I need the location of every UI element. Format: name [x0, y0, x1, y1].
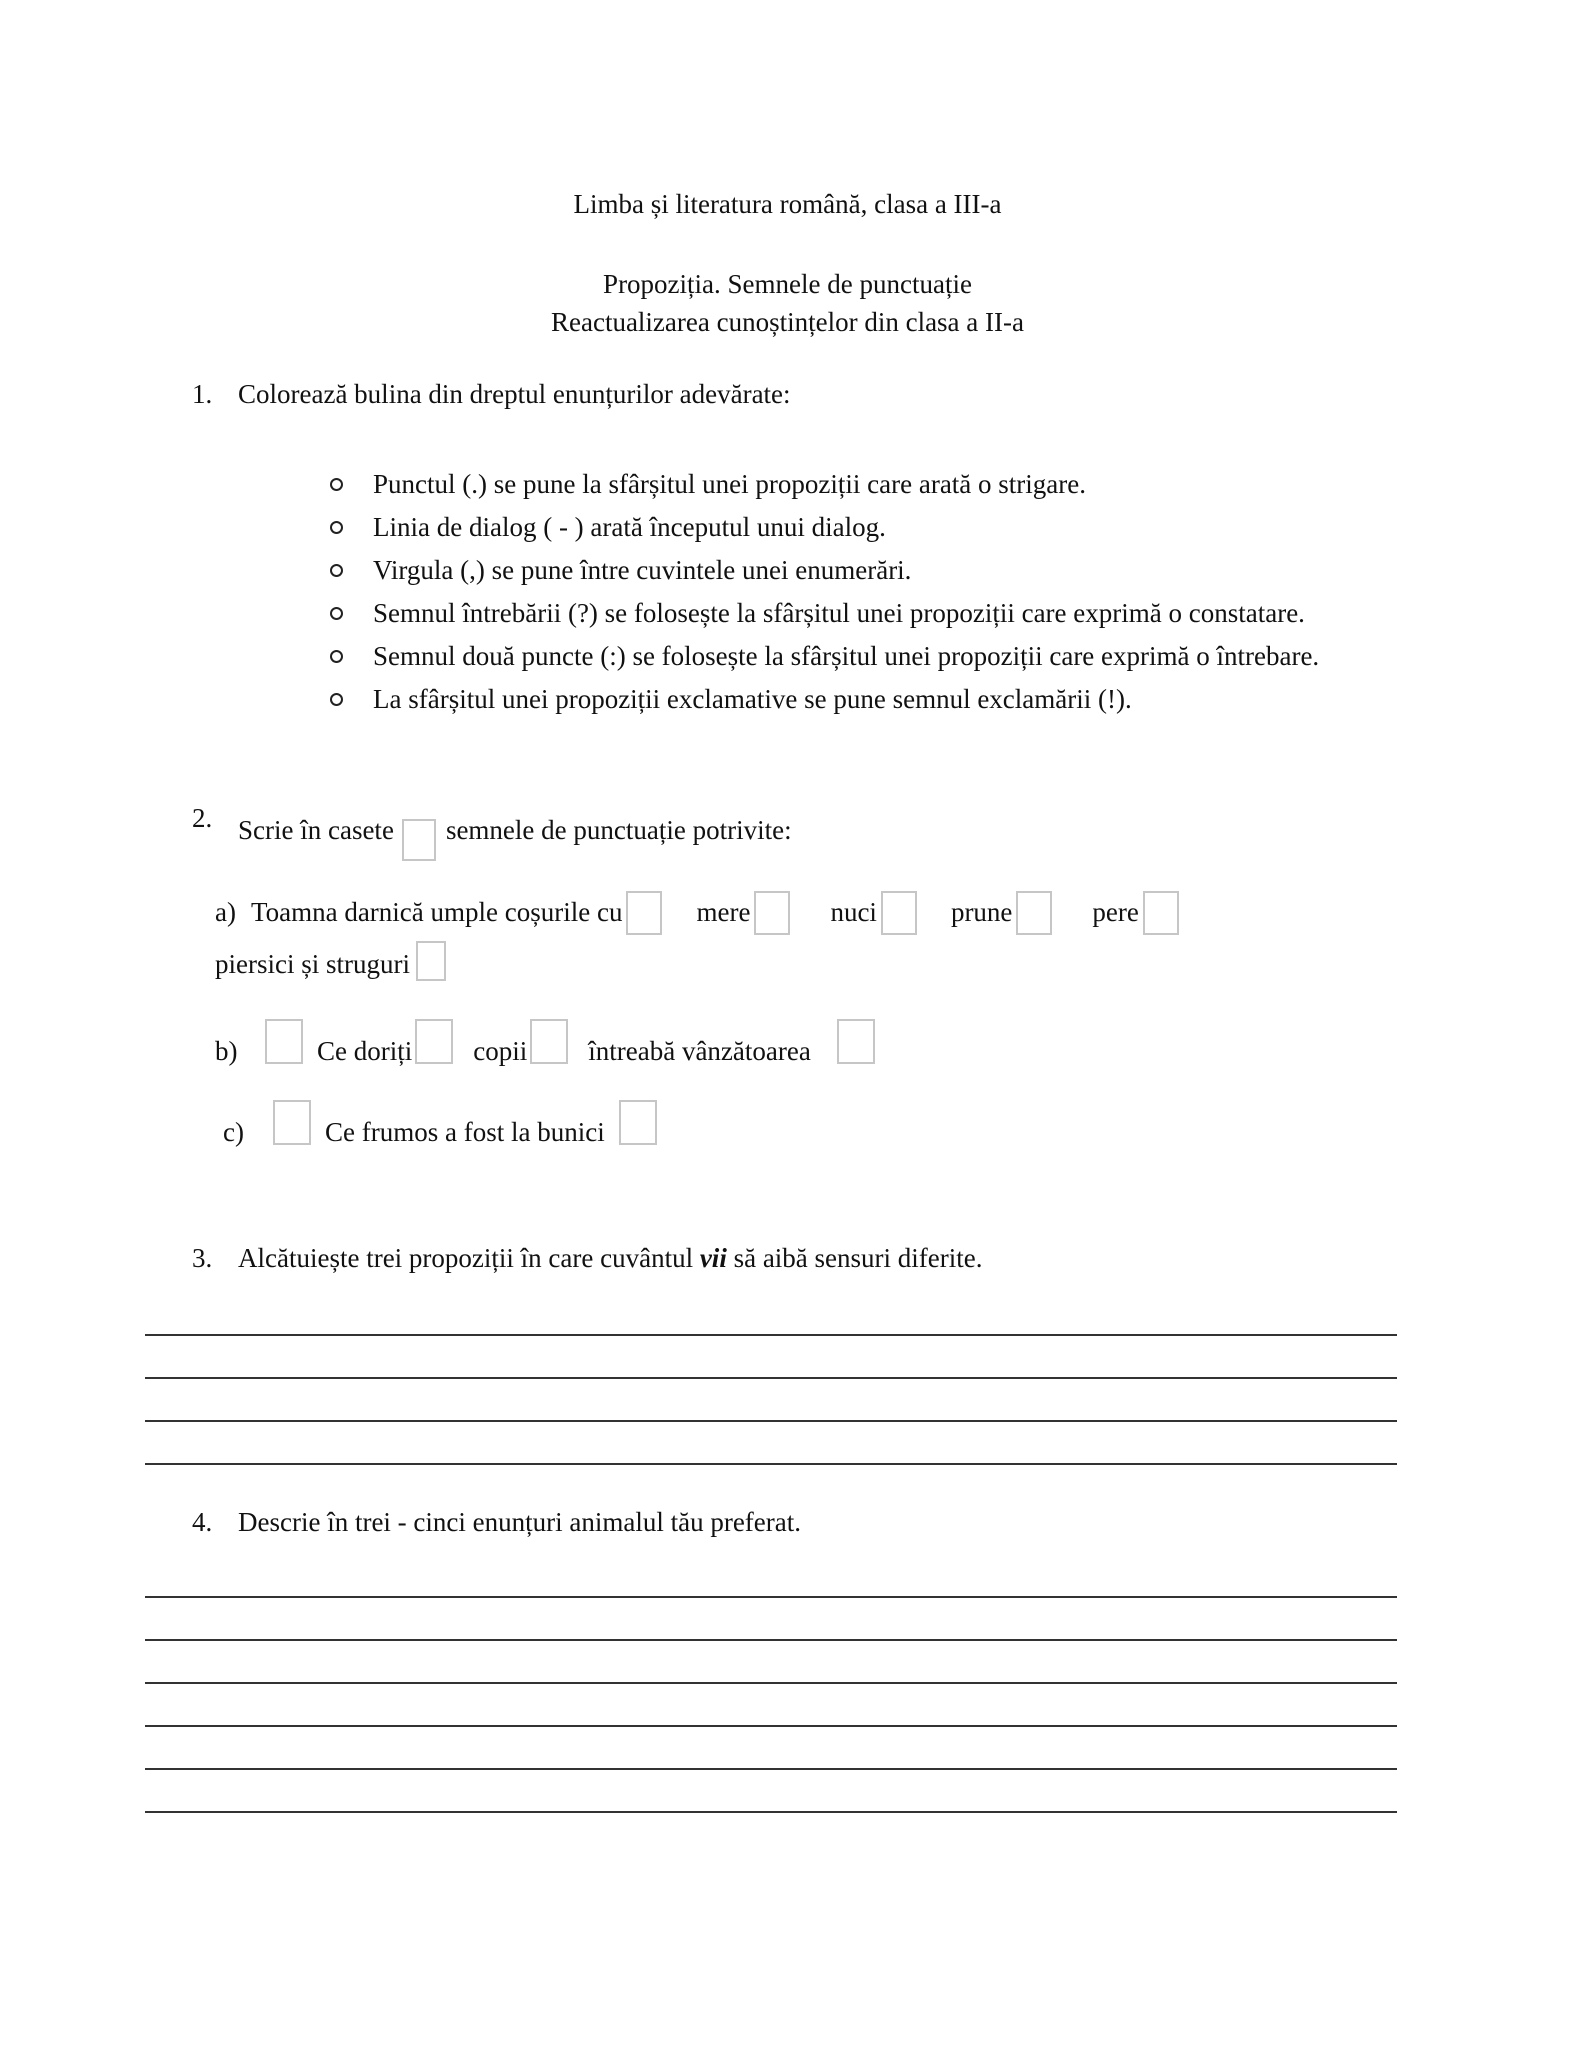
list-item — [145, 635, 1430, 678]
prompt-before: Alcătuiește trei propoziții în care cuvântul — [238, 1243, 694, 1273]
punctuation-box[interactable] — [837, 1019, 875, 1064]
punctuation-box[interactable] — [273, 1100, 311, 1145]
statement-text: Semnul două puncte (:) se folosește la sfârșitul unei propoziții care exprimă o întrebare. — [373, 641, 1320, 671]
writing-line[interactable] — [145, 1379, 1397, 1422]
item-a-word: prune — [950, 897, 1013, 927]
punctuation-box[interactable] — [530, 1019, 568, 1064]
list-item — [145, 592, 1430, 635]
writing-line[interactable] — [145, 1293, 1397, 1336]
statement-text: Semnul întrebării (?) se folosește la sfârșitul unei propoziții care exprimă o constatare. — [373, 598, 1305, 628]
item-c-label: c) — [223, 1117, 244, 1147]
writing-line[interactable] — [145, 1422, 1397, 1465]
punctuation-box[interactable] — [416, 941, 446, 981]
item-a-word: mere — [696, 897, 751, 927]
list-item — [145, 506, 1430, 549]
punctuation-box[interactable] — [626, 891, 662, 935]
writing-line[interactable] — [145, 1684, 1397, 1727]
exercise-1-header — [145, 375, 1430, 413]
item-a-text-line2: piersici și struguri — [215, 949, 410, 979]
subtitle-line-2: Reactualizarea cunoștințelor din clasa a II-a — [550, 307, 1024, 337]
exercise-4-header — [145, 1501, 1430, 1543]
list-item — [145, 549, 1430, 592]
exercise-3-header — [145, 1237, 1430, 1279]
answer-bullet-circle[interactable] — [330, 478, 343, 491]
exercise-2-item-b — [215, 1015, 1430, 1072]
exercise-2-prompt — [238, 797, 792, 851]
answer-bullet-circle[interactable] — [330, 650, 343, 663]
answer-bullet-circle[interactable] — [330, 607, 343, 620]
punctuation-box[interactable] — [619, 1100, 657, 1145]
writing-line[interactable] — [145, 1598, 1397, 1641]
page-title: Limba și literatura română, clasa a III-a — [573, 189, 1002, 219]
item-a-text: Toamna darnică umple coșurile cu — [251, 897, 623, 927]
statement-text: Punctul (.) se pune la sfârșitul unei propoziții care arată o strigare. — [373, 469, 1086, 499]
exercise-1-statements — [145, 463, 1430, 721]
item-b-text: Ce doriți — [317, 1036, 413, 1066]
writing-line[interactable] — [145, 1641, 1397, 1684]
exercise-3-prompt — [238, 1237, 982, 1279]
item-a-label: a) — [215, 897, 236, 927]
item-b-label: b) — [215, 1036, 238, 1066]
exercise-2-number: 2. — [192, 803, 213, 833]
subtitle-block — [145, 265, 1430, 341]
list-item — [145, 463, 1430, 506]
prompt-after: să aibă sensuri diferite. — [733, 1243, 983, 1273]
item-b-text: întreabă vânzătoarea — [588, 1036, 811, 1066]
item-b-text: copii — [473, 1036, 528, 1066]
answer-bullet-circle[interactable] — [330, 693, 343, 706]
writing-line[interactable] — [145, 1555, 1397, 1598]
item-c-text: Ce frumos a fost la bunici — [325, 1117, 605, 1147]
answer-bullet-circle[interactable] — [330, 564, 343, 577]
punctuation-box[interactable] — [265, 1019, 303, 1064]
prompt-before-box: Scrie în casete — [238, 815, 394, 845]
subtitle-line-1: Propoziția. Semnele de punctuație — [603, 269, 972, 299]
item-a-word: nuci — [830, 897, 877, 927]
list-item — [145, 678, 1430, 721]
punctuation-box[interactable] — [402, 819, 436, 861]
statement-text: Virgula (,) se pune între cuvintele unei enumerări. — [373, 555, 912, 585]
writing-line[interactable] — [145, 1770, 1397, 1813]
exercise-1-number: 1. — [192, 379, 213, 409]
exercise-4-number: 4. — [192, 1507, 213, 1537]
exercise-3-number: 3. — [192, 1243, 213, 1273]
exercise-1-prompt: Colorează bulina din dreptul enunțurilor adevărate: — [238, 379, 791, 409]
exercise-2-item-a — [215, 877, 1395, 933]
punctuation-box[interactable] — [415, 1019, 453, 1064]
writing-line[interactable] — [145, 1727, 1397, 1770]
punctuation-box[interactable] — [881, 891, 917, 935]
exercise-4-prompt: Descrie în trei - cinci enunțuri animalul tău preferat. — [238, 1507, 802, 1537]
item-a-word: pere — [1092, 897, 1139, 927]
punctuation-box[interactable] — [1016, 891, 1052, 935]
exercise-2-item-a-line2 — [215, 933, 1395, 985]
highlighted-word: vii — [699, 1243, 727, 1273]
exercise-4-writing-area — [145, 1555, 1430, 1813]
exercise-2-header — [145, 797, 1430, 851]
punctuation-box[interactable] — [1143, 891, 1179, 935]
answer-bullet-circle[interactable] — [330, 521, 343, 534]
exercise-3-writing-area — [145, 1293, 1430, 1465]
writing-line[interactable] — [145, 1336, 1397, 1379]
exercise-2-item-c — [223, 1096, 1430, 1153]
punctuation-box[interactable] — [754, 891, 790, 935]
prompt-after-box: semnele de punctuație potrivite: — [445, 815, 792, 845]
statement-text: La sfârșitul unei propoziții exclamative se pune semnul exclamării (!). — [373, 684, 1132, 714]
statement-text: Linia de dialog ( - ) arată începutul unui dialog. — [373, 512, 886, 542]
